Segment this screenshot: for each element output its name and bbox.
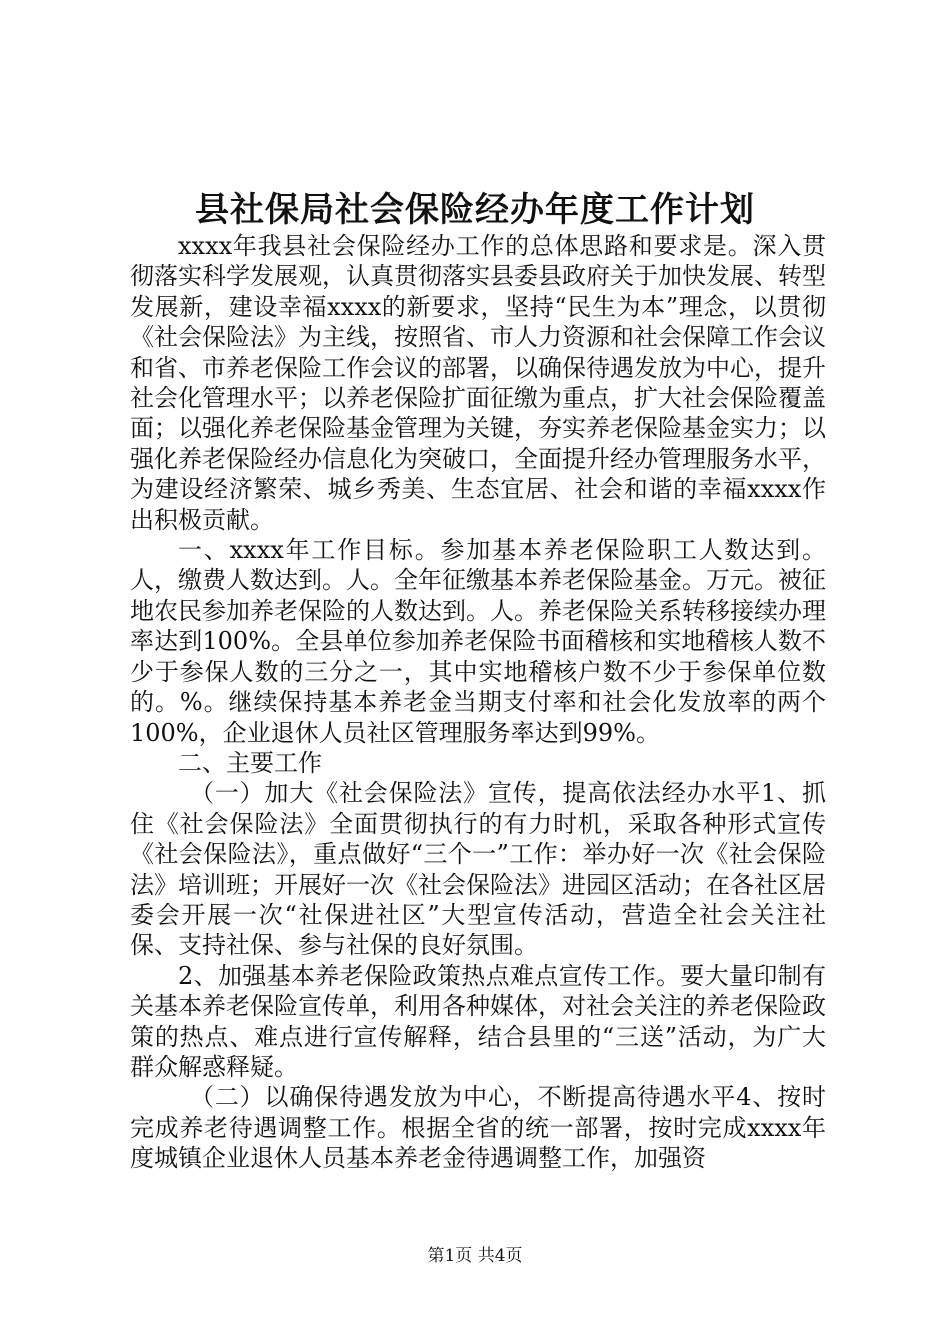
document-body	[130, 231, 826, 1174]
paragraph-benefits: （二）以确保待遇发放为中心，不断提高待遇水平4、按时完成养老待遇调整工作。根据全省的统一部署，按时完成xxxx年度城镇企业退休人员基本养老金待遇调整工作，加强资	[130, 1083, 826, 1173]
section-heading-main-work: 二、主要工作	[178, 748, 322, 777]
paragraph-publicity: （一）加大《社会保险法》宣传，提高依法经办水平1、抓住《社会保险法》全面贯彻执行的有力时机，采取各种形式宣传《社会保险法》，重点做好“三个一”工作：举办好一次《社会保险法》培训班；开展好一次《社会保险法》进园区活动；在各社区居委会开展一次“社保进社区”大型宣传活动，营造全社会关注社保、支持社保、参与社保的良好氛围。	[130, 779, 826, 960]
page-number-footer: 第1页 共4页	[427, 1246, 523, 1266]
paragraph-intro: xxxx年我县社会保险经办工作的总体思路和要求是。深入贯彻落实科学发展观，认真贯彻落实县委县政府关于加快发展、转型发展新，建设幸福xxxx的新要求，坚持“民生为本”理念，以贯彻《社会保险法》为主线，按照省、市人力资源和社会保障工作会议和省、市养老保险工作会议的部署，以确保待遇发放为中心，提升社会化管理水平；以养老保险扩面征缴为重点，扩大社会保险覆盖面；以强化养老保险基金管理为关键，夯实养老保险基金实力；以强化养老保险经办信息化为突破口，全面提升经办管理服务水平，为建设经济繁荣、城乡秀美、生态宜居、社会和谐的幸福xxxx作出积极贡献。	[130, 232, 826, 534]
paragraph-goals: 一、xxxx年工作目标。参加基本养老保险职工人数达到。人，缴费人数达到。人。全年征缴基本养老保险基金。万元。被征地农民参加养老保险的人数达到。人。养老保险关系转移接续办理率达到100%。全县单位参加养老保险书面稽核和实地稽核人数不少于参保人数的三分之一，其中实地稽核户数不少于参保单位数的。%。继续保持基本养老金当期支付率和社会化发放率的两个100%，企业退休人员社区管理服务率达到99%。	[130, 536, 826, 747]
paragraph-policy-publicity: 2、加强基本养老保险政策热点难点宣传工作。要大量印制有关基本养老保险宣传单，利用各种媒体，对社会关注的养老保险政策的热点、难点进行宣传解释，结合县里的“三送”活动，为广大群众解惑释疑。	[130, 961, 826, 1081]
document-title: 县社保局社会保险经办年度工作计划	[195, 190, 755, 230]
